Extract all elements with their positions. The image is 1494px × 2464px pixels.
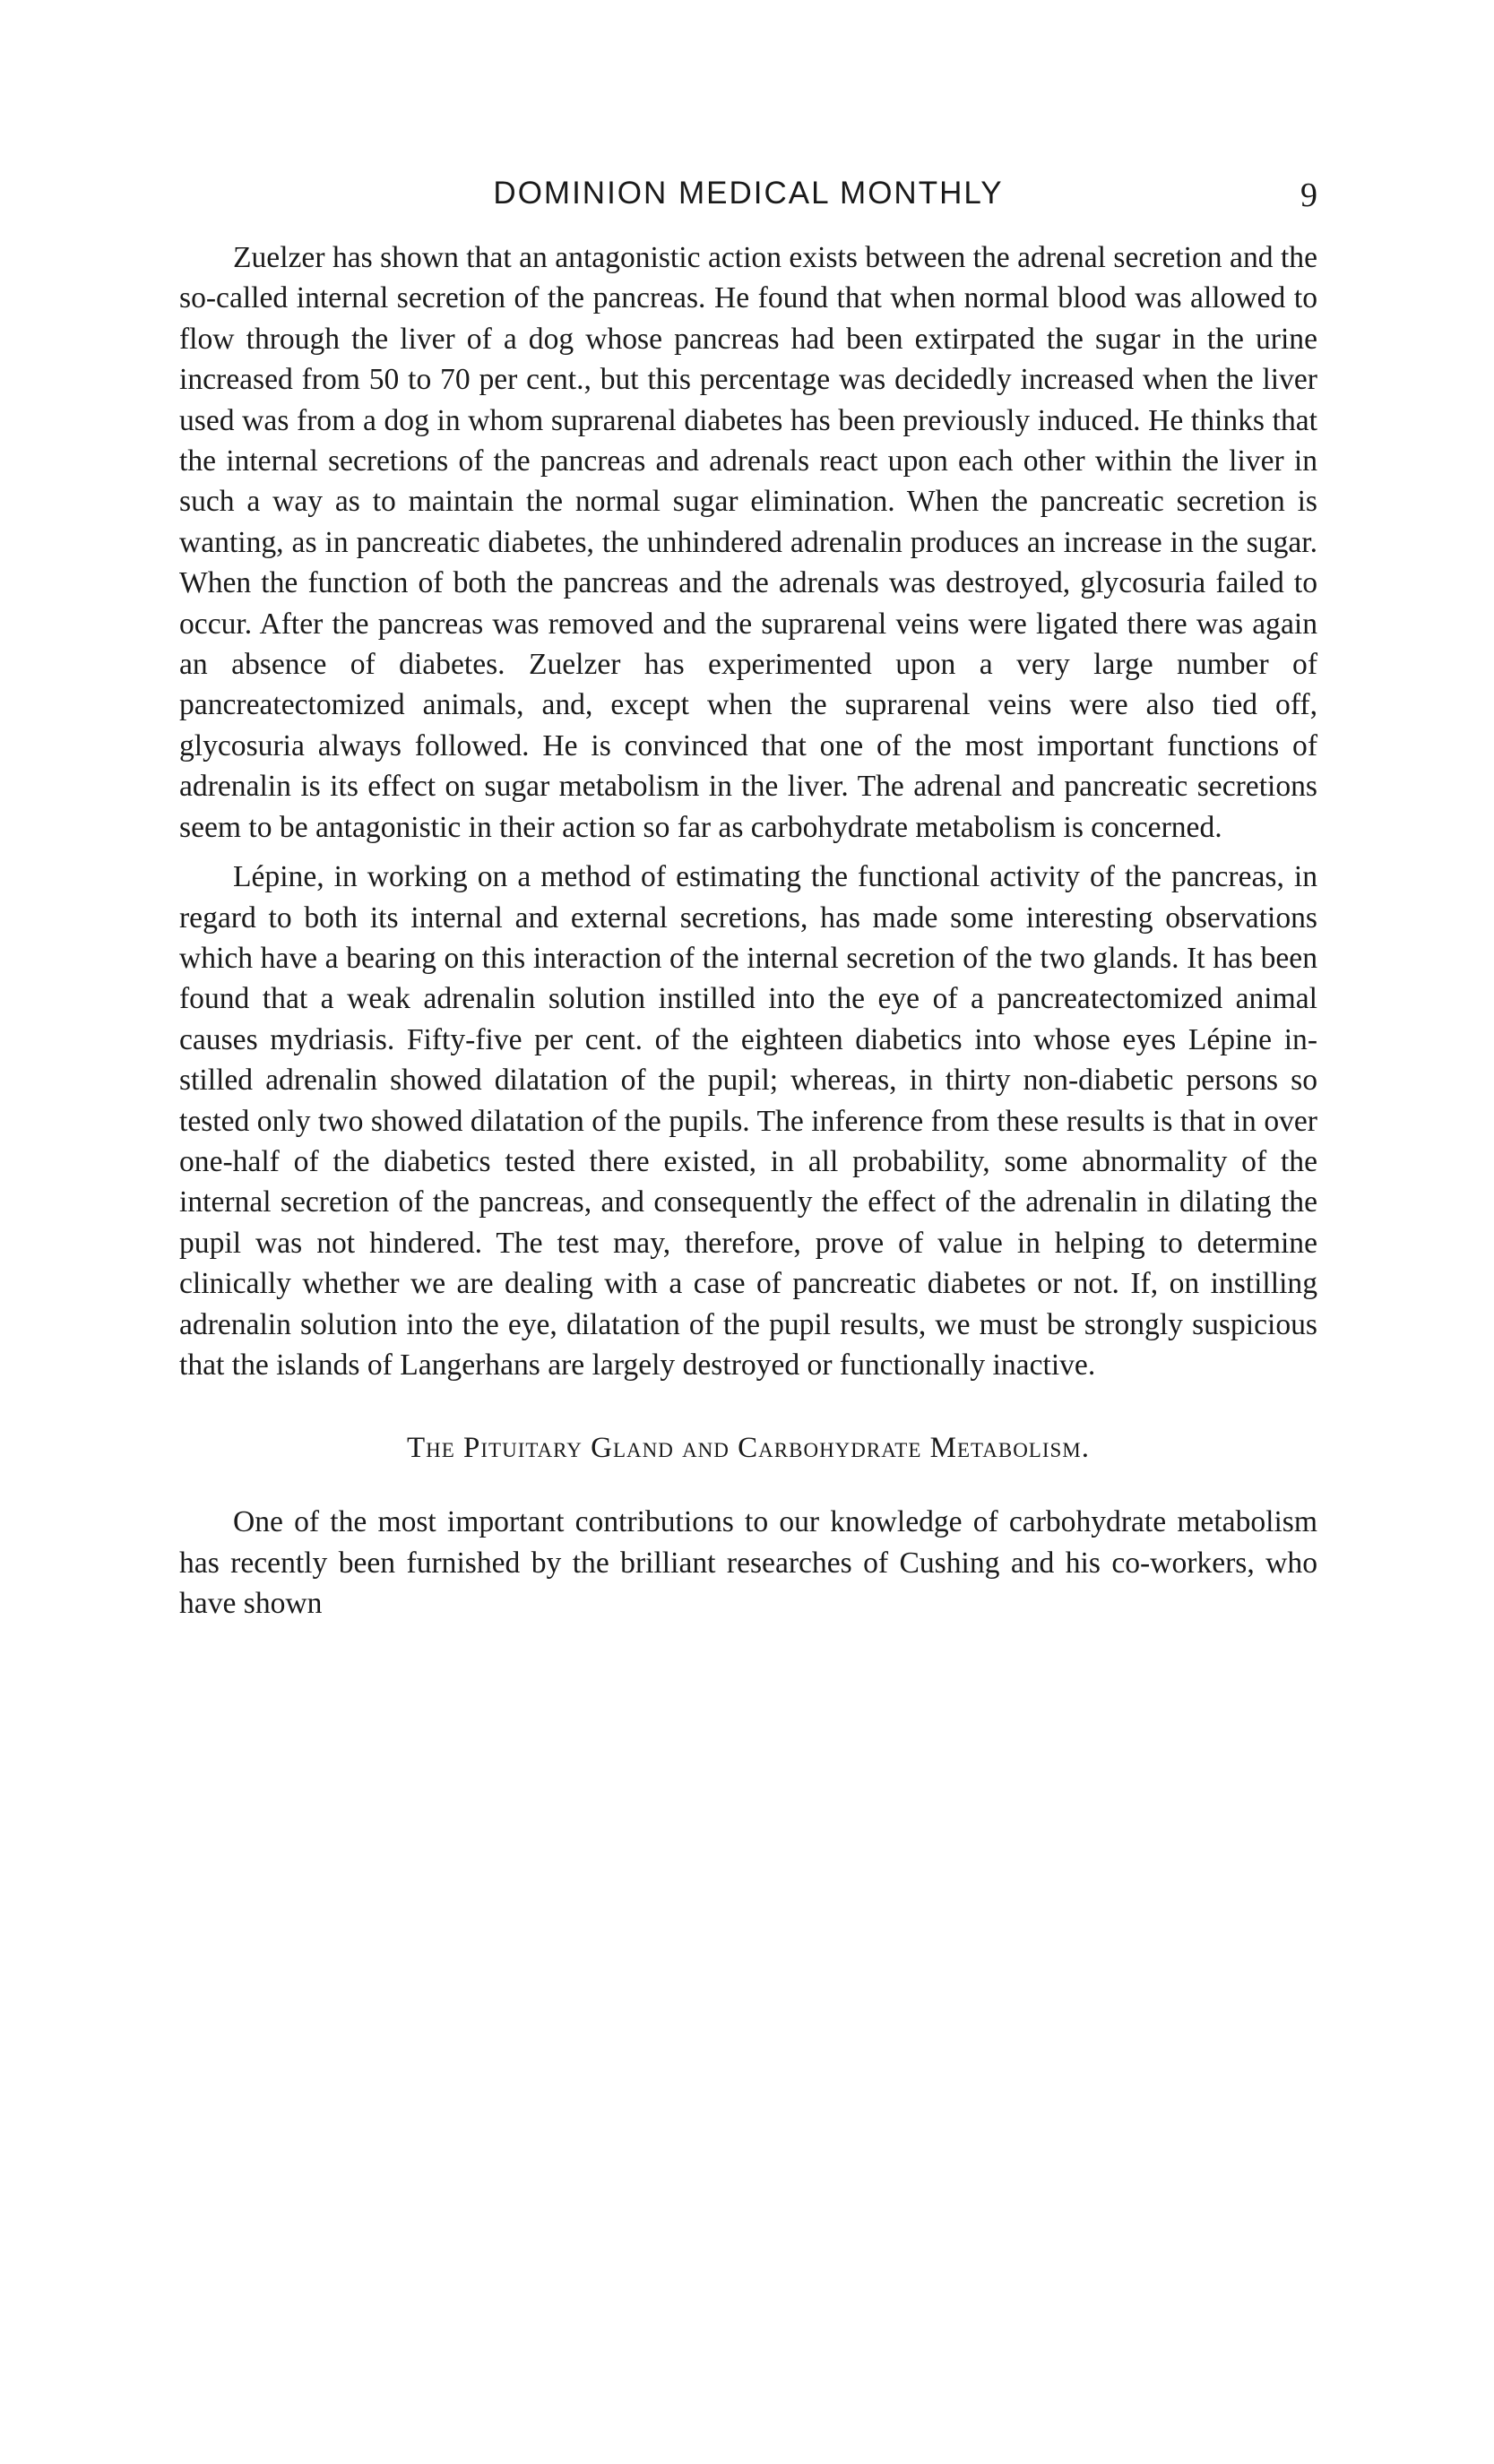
body-text (179, 237, 1317, 1633)
section-heading: The Pituitary Gland and Carbohydrate Metabolism. (406, 1432, 1091, 1465)
journal-title: DOMINION MEDICAL MONTHLY (493, 176, 1004, 211)
paragraph-zuelzer: Zuelzer has shown that an antagonistic action exists between the adrenal secretion and the so-called internal secretion of the pancreas. He found that when normal blood was allowed to flow through the liver of a dog whose pancreas had been extirpated the sugar in the urine increased from 50 to 70 per cent., but this percentage was decidedly increased when the liver used was from a dog in whom suprarenal diabetes has been previously induced. He thinks that the internal secretions of the pancreas and adrenals react upon each other within the liver in such a way as to maintain the normal sugar elimination. When the pancreatic secretion is wanting, as in pancreatic diabetes, the unhindered adrenalin produces an increase in the sugar. When the function of both the pancreas and the adrenals was destroyed, glycosuria failed to occur. After the pancreas was removed and the suprarenal veins were ligated there was again an absence of diabetes. Zuelzer has experimented upon a very large number of pancreatectomized animals, and, except when the suprarenal veins were also tied off, glycosuria always followed. He is convinced that one of the most important functions of adrenalin is its effect on sugar metabolism in the liver. The adrenal and pancreatic secretions seem to be antagonistic in their action so far as carbohydrate metabolism is concerned. (179, 241, 1317, 844)
page-number: 9 (1300, 177, 1317, 214)
running-head (179, 176, 1317, 220)
paragraph-pituitary: One of the most important contributions to our knowledge of carbohydrate metabolism has recently been furnished by the brilliant researches of Cushing and his co-workers, who have shown (179, 1505, 1317, 1621)
paragraph-lepine: Lépine, in working on a method of estimating the functional activity of the pancreas, in regard to both its internal and external secretions, has made some interesting observations which have a bearing on this interaction of the internal secretion of the two glands. It has been found that a weak adrenalin solution instilled into the eye of a pancreatectomized animal causes mydriasis. Fifty-five per cent. of the eighteen diabetics into whose eyes Lépine instilled adrenalin showed dilatation of the pupil; whereas, in thirty non-diabetic persons so tested only two showed dilatation of the pupils. The inference from these results is that in over one-half of the diabetics tested there existed, in all probability, some abnormality of the internal secretion of the pancreas, and consequently the effect of the adrenalin in dilating the pupil was not hindered. The test may, therefore, prove of value in helping to determine clinically whether we are dealing with a case of pancreatic diabetes or not. If, on instilling adrenalin solution into the eye, dilatation of the pupil results, we must be strongly suspicious that the islands of Langerhans are largely destroyed or functionally inactive. (179, 860, 1317, 1382)
